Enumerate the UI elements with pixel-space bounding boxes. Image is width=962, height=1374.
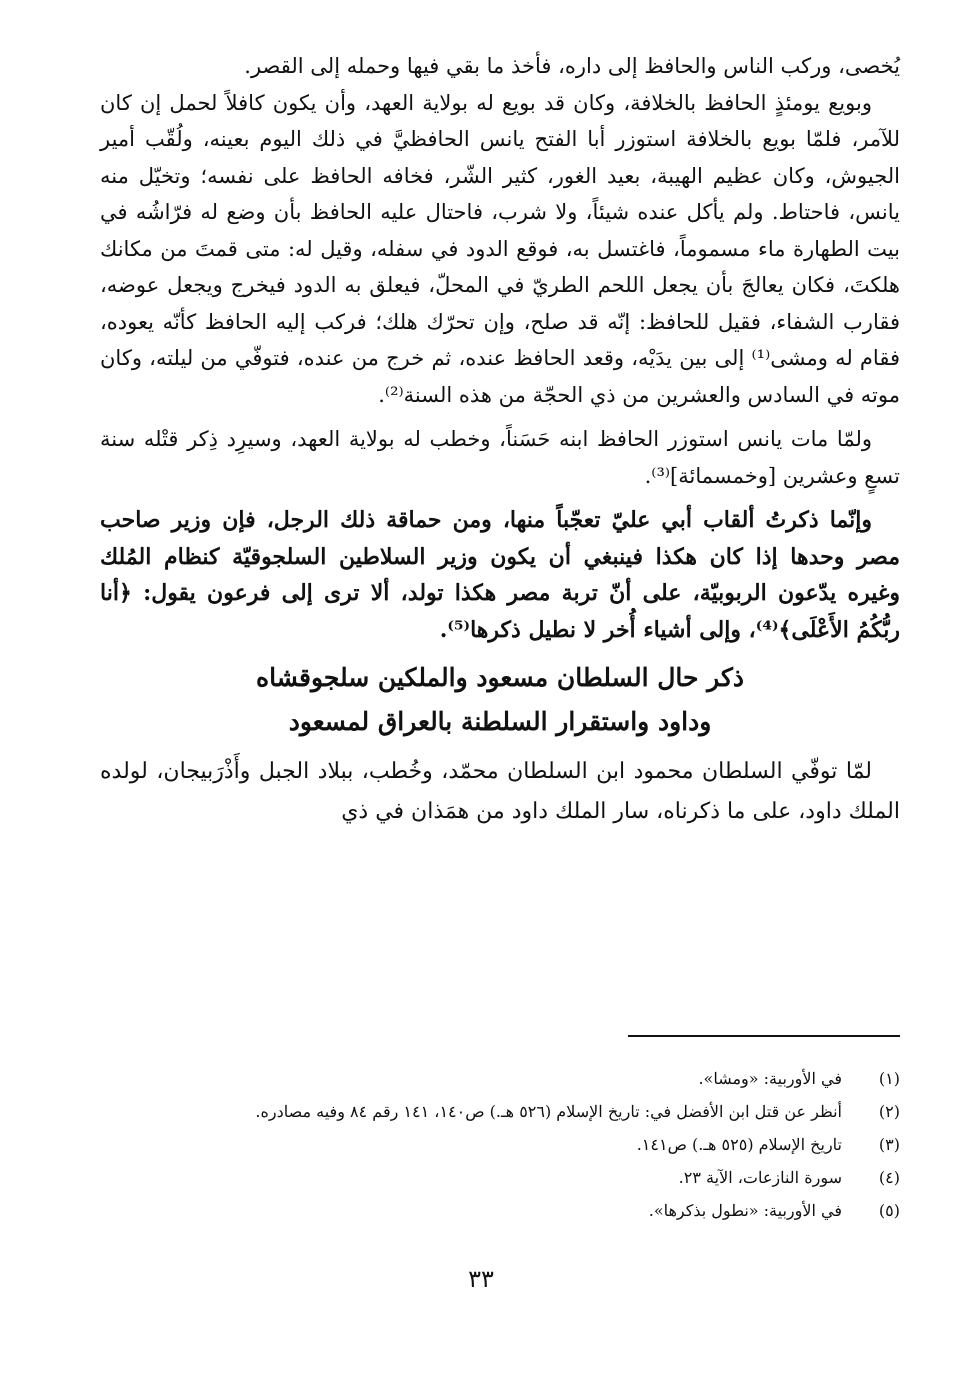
footnote-item	[100, 1128, 900, 1161]
paragraph-3: ولمّا مات يانس استوزر الحافظ ابنه حَسَناً، وخطب له بولاية العهد، وسيرِد ذِكر قتْله سنة تسعٍ وعشرين [وخمسمائة]⁽³⁾.	[100, 427, 900, 488]
footnote-text: تاريخ الإسلام (٥٢٥ هـ.) ص١٤١.	[636, 1135, 842, 1154]
heading-line-2: وداود واستقرار السلطنة بالعراق لمسعود	[288, 707, 712, 736]
footnotes	[100, 1062, 900, 1227]
footnote-item	[100, 1161, 900, 1194]
paragraph-2: وبويع يومئذٍ الحافظ بالخلافة، وكان قد بويع له بولاية العهد، وأن يكون كافلاً لحمل إن كان للآمر، فلمّا بويع بالخلافة استوزر أبا الفتح يانس الحافظيَّ في ذلك اليوم بعينه، ولُقّب أمير الجيوش، وكان عظيم الهيبة، بعيد الغور، كثير الشّر، فخافه الحافظ على نفسه؛ وتخيّل منه يانس، فاحتاط. ولم يأكل عنده شيئاً، ولا شرب، فاحتال عليه الحافظ بأن وضع له فرّاشُه في بيت الطهارة ماء مسموماً، فاغتسل به، فوقع الدود في سفله، وقيل له: متى قمتَ من مكانك هلكتَ، فكان يعالجَ بأن يجعل اللحم الطريّ في المحلّ، فيعلق به الدود فيخرج ويجعل عوضه، فقارب الشفاء، فقيل للحافظ: إنّه قد صلح، وإن تحرّك هلك؛ فركب إليه الحافظ كأنّه يعوده، فقام له ومشى⁽¹⁾ إلى بين يدَيْه، وقعد الحافظ عنده، ثم خرج من عنده، فتوفّي من ليلته، وكان موته في السادس والعشرين من ذي الحجّة من هذه السنة⁽²⁾.	[100, 90, 900, 407]
footnote-item	[100, 1194, 900, 1227]
footnote-number: (٥)	[878, 1201, 900, 1220]
section-heading	[100, 656, 900, 744]
footnote-text: أنظر عن قتل ابن الأفضل في: تاريخ الإسلام (٥٢٦ هـ.) ص١٤٠، ١٤١ رقم ٨٤ وفيه مصادره.	[255, 1102, 842, 1121]
heading-line-1: ذكر حال السلطان مسعود والملكين سلجوقشاه	[255, 663, 744, 692]
footnote-number: (٢)	[878, 1102, 900, 1121]
footnote-number: (٤)	[878, 1168, 900, 1187]
paragraph-1: يُخصى، وركب الناس والحافظ إلى داره، فأخذ ما بقي فيها وحمله إلى القصر.	[244, 54, 900, 78]
main-text	[100, 48, 900, 832]
paragraph-4: وإنّما ذكرتُ ألقاب أبي عليّ تعجّباً منها، ومن حماقة ذلك الرجل، فإن وزير صاحب مصر وحدها إذا كان هكذا فينبغي أن يكون وزير السلاطين السلجوقيّة كنظام المُلك وغيره يدّعون الربوبيّة، على أنّ تربة مصر هكذا تولد، ألا ترى إلى فرعون يقول: ﴿أنا ربُّكُمُ الأَعْلَى﴾⁽⁴⁾، وإلى أشياء أُخر لا نطيل ذكرها⁽⁵⁾.	[100, 507, 900, 643]
footnote-number: (١)	[878, 1069, 900, 1088]
footnote-divider	[628, 1035, 900, 1037]
footnote-text: في الأوربية: «نطول بذكرها».	[648, 1201, 842, 1220]
footnote-item	[100, 1095, 900, 1128]
footnote-text: في الأوربية: «ومشا».	[698, 1069, 842, 1088]
footnote-text: سورة النازعات، الآية ٢٣.	[678, 1168, 842, 1187]
page-number: ٣٣	[468, 1265, 494, 1293]
footnote-number: (٣)	[878, 1135, 900, 1154]
paragraph-5: لمّا توفّي السلطان محمود ابن السلطان محمّد، وخُطب، ببلاد الجبل وأَذْرَبيجان، لولده الملك داود، على ما ذكرناه، سار الملك داود من همَذان في ذي	[100, 759, 900, 824]
footnote-item	[100, 1062, 900, 1095]
